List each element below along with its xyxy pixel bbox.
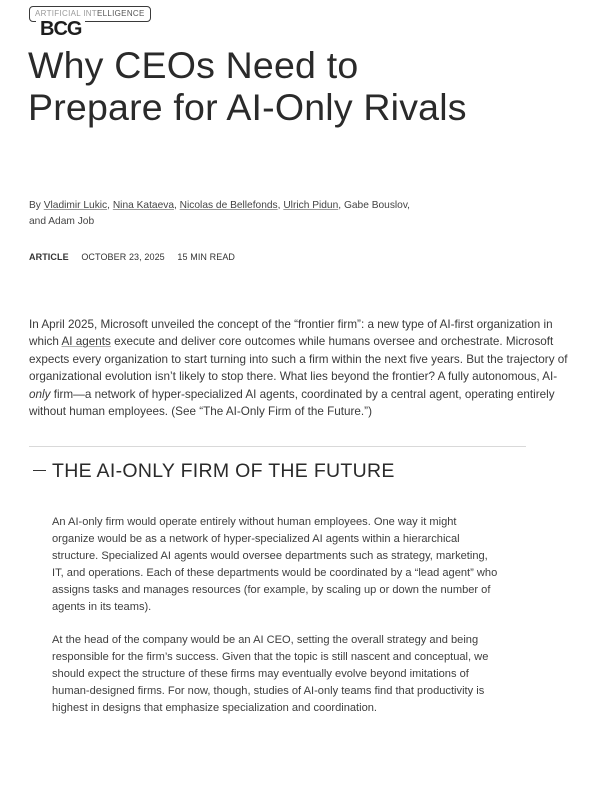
topic-tag-text-dark: ELLIGENCE [97,9,145,18]
ai-agents-link[interactable]: AI agents [61,335,111,349]
topic-tag-text-light: ARTIFICIAL INT [35,9,97,18]
byline-prefix: By [29,200,41,211]
author-link[interactable]: Nina Kataeva [112,200,174,211]
intro-text: execute and deliver core outcomes while humans oversee and orchestrate. Microsoft expects every organization to start turning into such a firm within the next five years. But the trajectory of organizational evolution isn’t likely to stop there. What lies beyond the frontier? A fully autonomous, AI- [29,335,568,384]
byline: By Vladimir Lukic, Nina Kataeva, Nicolas de Bellefonds, Ulrich Pidun, Gabe Bouslov, and Adam Job [29,200,411,227]
author-link[interactable]: Nicolas de Bellefonds [179,200,278,211]
author-name: and Adam Job [29,216,95,227]
page-title: Why CEOs Need to Prepare for AI-Only Rivals [28,44,467,128]
bcg-logo[interactable]: BCG [36,18,85,41]
article-meta [29,252,245,262]
author-name: Gabe Bouslov, [343,200,411,211]
intro-paragraph [29,316,569,420]
intro-text: firm—a network of hyper-specialized AI agents, coordinated by a central agent, operating entirely without human employees. (See “The AI-Only Firm of the Future.”) [29,387,555,419]
intro-emphasis: only [29,387,51,401]
article-date: OCTOBER 23, 2025 [81,252,165,262]
section-divider [29,446,526,447]
section-dash [33,470,46,471]
section-paragraph: At the head of the company would be an AI CEO, setting the overall strategy and being responsible for the firm’s success. Given that the topic is still nascent and conceptual, we should expect the structure of these firms may eventually evolve beyond imitations of human-designed firms. For now, though, studies of AI-only teams find that productivity is highest in designs that emphasize specialization and coordination. [52,634,489,714]
section-paragraph: An AI-only firm would operate entirely without human employees. One way it might organize would be as a network of hyper-specialized AI agents within a hierarchical structure. Specialized AI agents would oversee departments such as strategy, marketing, IT, and operations. Each of these departments would be coordinated by a “lead agent” who assigns tasks and manages resources (for example, by scaling up or down the number of agents in its teams). [52,516,498,613]
intro-text: In April 2025, Microsoft unveiled the concept of the “frontier firm”: a new type of AI-first organization in which [29,318,553,349]
section-title: THE AI-ONLY FIRM OF THE FUTURE [52,460,395,482]
read-time: 15 MIN READ [177,252,236,262]
author-link[interactable]: Vladimir Lukic [43,200,108,211]
author-link[interactable]: Ulrich Pidun [283,200,339,211]
section-body [52,514,502,733]
article-type: ARTICLE [29,252,69,262]
